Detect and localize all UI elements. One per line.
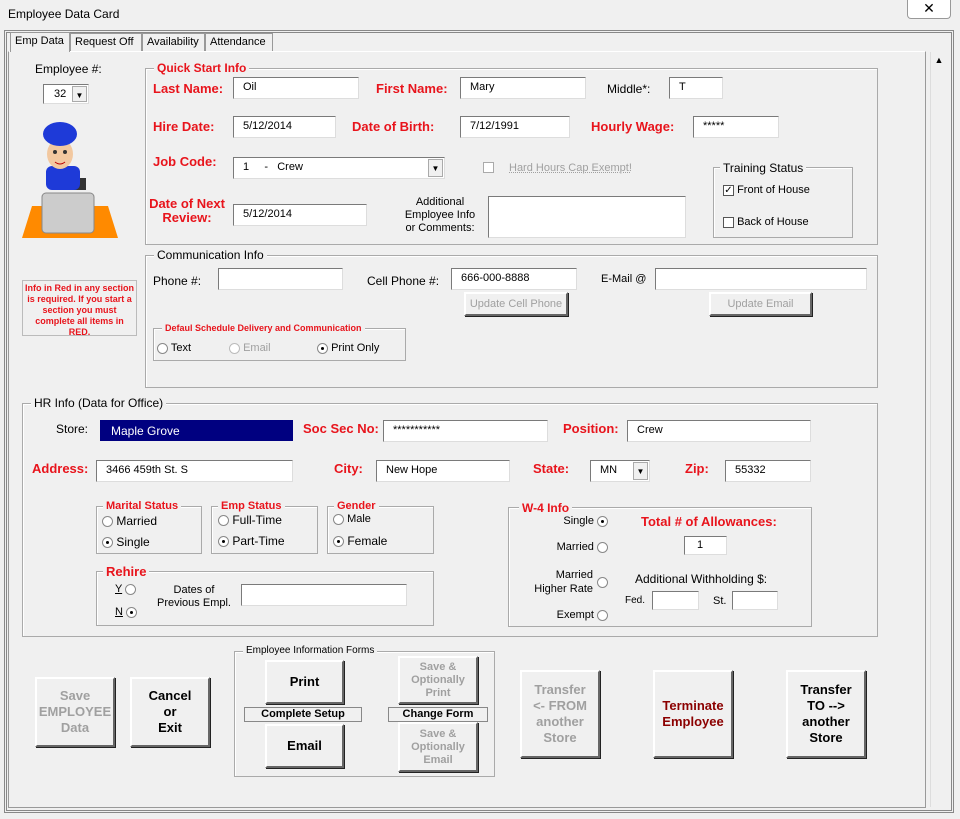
st-input[interactable] [732, 591, 778, 610]
address-label: Address: [32, 461, 89, 476]
delivery-title: Defaul Schedule Delivery and Communication [162, 323, 365, 333]
tf-line1: Transfer [534, 682, 586, 697]
job-code-label: Job Code: [153, 154, 217, 169]
sop-line1: Save & [419, 660, 457, 673]
update-cell-phone-button[interactable]: Update Cell Phone [464, 292, 568, 316]
w4-married-higher-label [534, 568, 593, 596]
hourly-wage-input[interactable]: ***** [693, 116, 779, 138]
save-line2: EMPLOYEE [38, 704, 112, 719]
marital-status-title: Marital Status [103, 500, 181, 512]
tab-attendance[interactable]: Attendance [205, 33, 273, 51]
term-line1: Terminate [662, 698, 724, 713]
change-form-label: Change Form [388, 707, 488, 722]
position-label: Position: [563, 421, 619, 436]
store-label: Store: [56, 422, 89, 436]
employee-forms-title: Employee Information Forms [243, 645, 377, 656]
zip-label: Zip: [685, 461, 709, 476]
soe-line2: Optionally [411, 740, 465, 753]
save-line1: Save [59, 688, 91, 703]
rehire-n-label: N [115, 606, 123, 618]
single-radio[interactable] [102, 535, 150, 549]
chevron-down-icon: ▼ [633, 462, 648, 480]
previous-empl-label [154, 584, 234, 610]
print-button[interactable]: Print [265, 660, 344, 704]
middle-input[interactable]: T [669, 77, 723, 99]
cancel-exit-button[interactable] [130, 677, 210, 747]
delivery-email-radio[interactable] [229, 342, 271, 354]
employee-number-select[interactable] [43, 84, 89, 104]
front-of-house-checkbox[interactable] [723, 184, 810, 196]
allowances-input[interactable]: 1 [684, 536, 727, 555]
store-field[interactable]: Maple Grove [100, 420, 293, 441]
chevron-down-icon: ▼ [428, 159, 443, 177]
email-button[interactable]: Email [265, 724, 344, 768]
last-name-label: Last Name: [153, 81, 224, 96]
transfer-to-store-button[interactable] [786, 670, 866, 758]
front-of-house-label: Front of House [737, 184, 810, 196]
zip-input[interactable]: 55332 [725, 460, 811, 482]
tf-line3: another [536, 714, 584, 729]
job-code-value: 1 - Crew [243, 161, 303, 173]
back-of-house-label: Back of House [737, 216, 809, 228]
ssn-label: Soc Sec No: [303, 421, 379, 436]
email-input[interactable] [655, 268, 867, 290]
quick-start-title: Quick Start Info [154, 61, 249, 75]
tf-line2: <- FROM [533, 698, 587, 713]
state-value: MN [600, 464, 618, 476]
middle-label: Middle*: [607, 82, 651, 96]
part-time-label: Part-Time [232, 534, 285, 548]
employee-number-value: 32 [54, 88, 67, 100]
cell-phone-input[interactable]: 666-000-8888 [451, 268, 577, 290]
review-label [145, 197, 229, 225]
comments-input[interactable] [488, 196, 686, 238]
scroll-up-icon[interactable]: ▲ [934, 55, 944, 65]
married-radio[interactable] [102, 514, 157, 528]
sop-line2: Optionally [411, 673, 465, 686]
dob-label: Date of Birth: [352, 119, 435, 134]
cancel-line3: Exit [158, 720, 182, 735]
save-optionally-email-button[interactable] [398, 722, 478, 772]
required-info-note: Info in Red in any section is required. If you start a section you must complete all items in RED. [22, 280, 137, 336]
comments-label-line3: or Comments: [405, 222, 475, 234]
tab-availability[interactable]: Availability [142, 33, 205, 51]
w4-married-higher-radio[interactable] [510, 568, 608, 596]
fed-input[interactable] [652, 591, 699, 610]
delivery-print-radio[interactable] [317, 342, 379, 354]
emp-status-title: Emp Status [218, 500, 285, 512]
soe-line1: Save & [419, 727, 457, 740]
hard-hours-checkbox[interactable] [483, 161, 494, 173]
city-label: City: [334, 461, 363, 476]
review-label-line2: Review: [162, 210, 212, 225]
last-name-input[interactable]: Oil [233, 77, 359, 99]
dob-input[interactable]: 7/12/1991 [460, 116, 570, 138]
checkmark-icon: ✓ [724, 184, 733, 196]
previous-empl-line1: Dates of [173, 584, 215, 596]
w4-married-radio[interactable] [520, 541, 608, 553]
tt-line1: Transfer [800, 682, 852, 697]
rehire-y-radio[interactable] [115, 583, 136, 595]
full-time-radio[interactable] [218, 513, 282, 527]
delivery-text-label: Text [170, 342, 192, 354]
additional-withholding-label: Additional Withholding $: [635, 572, 768, 586]
male-label: Male [347, 513, 371, 525]
tt-line4: Store [809, 730, 843, 745]
employee-number-label: Employee #: [35, 62, 102, 76]
job-code-select[interactable] [233, 157, 445, 179]
part-time-radio[interactable] [218, 534, 285, 548]
save-employee-button[interactable] [35, 677, 115, 747]
previous-empl-line2: Previous Empl. [157, 597, 231, 609]
first-name-input[interactable]: Mary [460, 77, 586, 99]
rehire-n-radio[interactable] [115, 606, 137, 618]
close-button[interactable]: ✕ [907, 0, 951, 19]
cashier-avatar-icon [20, 118, 120, 240]
cell-phone-label: Cell Phone #: [367, 274, 440, 288]
hire-date-input[interactable]: 5/12/2014 [233, 116, 336, 138]
hr-info-title: HR Info (Data for Office) [31, 396, 166, 410]
married-label: Married [116, 514, 158, 528]
phone-label: Phone #: [153, 274, 202, 288]
st-label: St. [713, 595, 727, 607]
comments-label [398, 196, 482, 235]
save-line3: Data [60, 720, 90, 735]
vertical-scrollbar[interactable] [930, 52, 947, 807]
w4-title: W-4 Info [519, 501, 572, 515]
training-status-title: Training Status [720, 161, 806, 175]
review-date-input[interactable]: 5/12/2014 [233, 204, 367, 226]
single-label: Single [116, 535, 150, 549]
w4-married-higher-line2: Higher Rate [534, 583, 593, 595]
tab-request-off[interactable]: Request Off [70, 33, 142, 51]
communication-title: Communication Info [154, 248, 267, 262]
tt-line3: another [802, 714, 850, 729]
w4-single-radio[interactable] [520, 515, 608, 527]
hire-date-label: Hire Date: [153, 119, 215, 134]
cancel-line1: Cancel [148, 688, 192, 703]
delivery-email-label: Email [243, 342, 271, 354]
transfer-from-store-button[interactable] [520, 670, 600, 758]
complete-setup-label: Complete Setup [244, 707, 362, 722]
position-input[interactable]: Crew [627, 420, 811, 442]
back-of-house-checkbox[interactable] [723, 216, 809, 228]
hard-hours-label: Hard Hours Cap Exempt! [509, 162, 632, 174]
cancel-line2: or [163, 704, 177, 719]
gender-title: Gender [334, 500, 379, 512]
sop-line3: Print [425, 686, 451, 699]
first-name-label: First Name: [376, 81, 448, 96]
tf-line4: Store [543, 730, 577, 745]
rehire-title: Rehire [103, 564, 149, 579]
w4-married-label: Married [556, 541, 594, 553]
address-input[interactable]: 3466 459th St. S [96, 460, 293, 482]
female-label: Female [347, 534, 388, 548]
soe-line3: Email [423, 753, 453, 766]
allowances-label: Total # of Allowances: [641, 514, 777, 529]
previous-empl-input[interactable] [241, 584, 407, 606]
delivery-print-label: Print Only [331, 342, 380, 354]
phone-input[interactable] [218, 268, 343, 290]
update-email-button[interactable]: Update Email [709, 292, 812, 316]
fed-label: Fed. [625, 595, 646, 606]
email-label: E-Mail @ [601, 273, 647, 285]
hourly-wage-label: Hourly Wage: [591, 119, 675, 134]
term-line2: Employee [662, 714, 724, 729]
rehire-y-label: Y [115, 583, 123, 595]
state-label: State: [533, 461, 570, 476]
w4-married-higher-line1: Married [555, 569, 593, 581]
city-input[interactable]: New Hope [376, 460, 510, 482]
w4-single-label: Single [563, 515, 594, 527]
w4-exempt-radio[interactable] [520, 609, 608, 621]
tt-line2: TO --> [807, 698, 845, 713]
save-optionally-print-button[interactable] [398, 656, 478, 704]
state-select[interactable] [590, 460, 650, 482]
male-radio[interactable] [333, 513, 371, 525]
tab-emp-data[interactable]: Emp Data [10, 32, 70, 52]
review-label-line1: Date of Next [149, 196, 225, 211]
chevron-down-icon: ▼ [72, 86, 87, 102]
comments-label-line2: Employee Info [404, 209, 476, 221]
full-time-label: Full-Time [232, 513, 282, 527]
female-radio[interactable] [333, 534, 387, 548]
terminate-employee-button[interactable] [653, 670, 733, 758]
window-title: Employee Data Card [8, 7, 120, 21]
comments-label-line1: Additional [415, 196, 465, 208]
delivery-text-radio[interactable] [157, 342, 191, 354]
ssn-input[interactable]: *********** [383, 420, 548, 442]
w4-exempt-label: Exempt [556, 609, 594, 621]
